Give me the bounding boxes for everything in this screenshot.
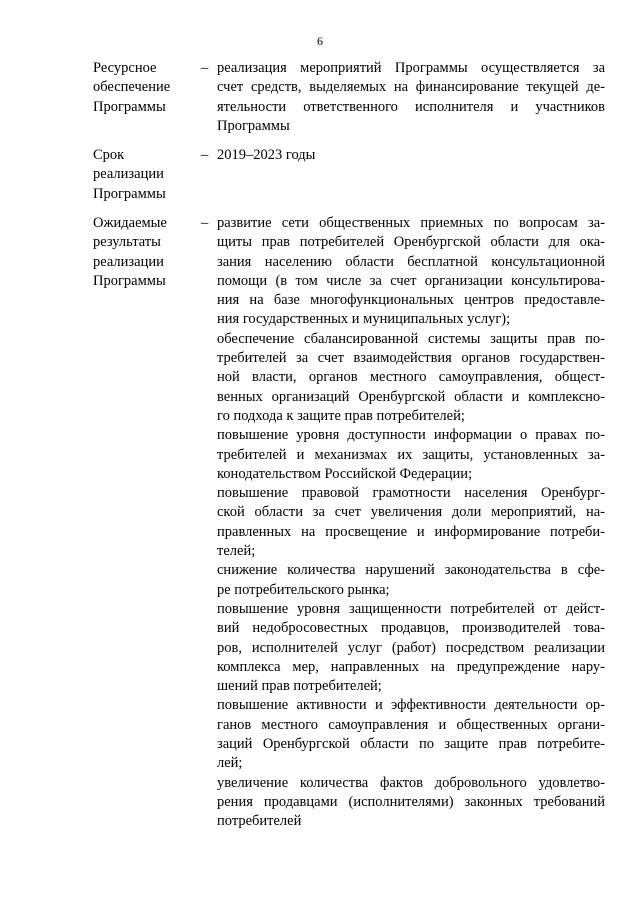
text-line: ганов местного самоуправления и общественных органи- — [217, 716, 605, 733]
text-line: ров, исполнителей услуг (работ) посредством реализации — [217, 639, 605, 656]
text-line: ния государственных и муниципальных услуг); — [217, 311, 511, 328]
text-line: реализация мероприятий Программы осуществляется за — [217, 60, 605, 76]
text-line: требителей за счет взаимодействия органов государствен- — [217, 350, 605, 367]
section-content — [217, 59, 605, 136]
section-content — [217, 214, 605, 832]
dash: – — [201, 60, 209, 76]
text-line: телей; — [217, 543, 256, 560]
text-line: комплекса мер, направленных на предупреждение нару- — [217, 658, 605, 675]
text-line: потребителей — [217, 813, 302, 830]
dash: – — [201, 147, 209, 163]
text-line: ре потребительского рынка; — [217, 581, 390, 598]
dash: – — [201, 215, 209, 231]
text-line: повышение активности и эффективности деятельности ор- — [217, 697, 605, 714]
text-line: обеспечение сбалансированной системы защиты прав по- — [217, 330, 605, 347]
text-line: конодательством Российской Федерации; — [217, 465, 473, 482]
text-line: ния на базе многофункциональных центров предоставле- — [217, 292, 605, 309]
text-line: вий недобросовестных продавцов, производителей това- — [217, 620, 605, 637]
text-line: повышение правовой грамотности населения Оренбург- — [217, 485, 605, 502]
text-line: го подхода к защите прав потребителей; — [217, 407, 465, 424]
text-line: заций Оренбургской области по защите прав потребите- — [217, 736, 605, 753]
section-content — [217, 146, 605, 165]
section-label: Срок реализации Программы — [93, 147, 166, 202]
text-line: 2019–2023 годы — [217, 147, 316, 163]
text-line: Программы — [217, 117, 290, 134]
text-line: помощи (в том числе за счет организации консультирова- — [217, 272, 605, 289]
text-line: требителей и механизмах их защиты, установленных за- — [217, 446, 605, 463]
section-label: Ресурсное обеспечение Программы — [93, 60, 171, 115]
text-line: снижение количества нарушений законодательства в сфе- — [217, 562, 605, 579]
text-line: венных организаций Оренбургской области и комплексно- — [217, 388, 605, 405]
text-line: лей; — [217, 755, 243, 772]
text-line: повышение уровня доступности информации о правах по- — [217, 427, 605, 444]
text-line: рения продавцами (исполнителями) законных требований — [217, 793, 605, 810]
text-line: ной власти, органов местного самоуправления, общест- — [217, 369, 605, 386]
text-line: щиты прав потребителей Оренбургской области для ока- — [217, 234, 605, 251]
text-line: счет средств, выделяемых на финансирование текущей де- — [217, 79, 605, 96]
text-line: правленных на просвещение и информирование потреби- — [217, 523, 605, 540]
text-line: увеличение количества фактов добровольного удовлетво- — [217, 774, 605, 791]
text-line: шений прав потребителей; — [217, 678, 382, 695]
text-line: зания населению области бесплатной консультационной — [217, 253, 605, 270]
text-line: ской области за счет увеличения доли мероприятий, на- — [217, 504, 605, 521]
text-line: ятельности ответственного исполнителя и участников — [217, 98, 605, 115]
page-number: 6 — [317, 34, 323, 48]
text-line: развитие сети общественных приемных по вопросам за- — [217, 215, 605, 231]
section-label: Ожидаемые результаты реализации Программы — [93, 215, 167, 289]
text-line: повышение уровня защищенности потребителей от дейст- — [217, 600, 605, 617]
